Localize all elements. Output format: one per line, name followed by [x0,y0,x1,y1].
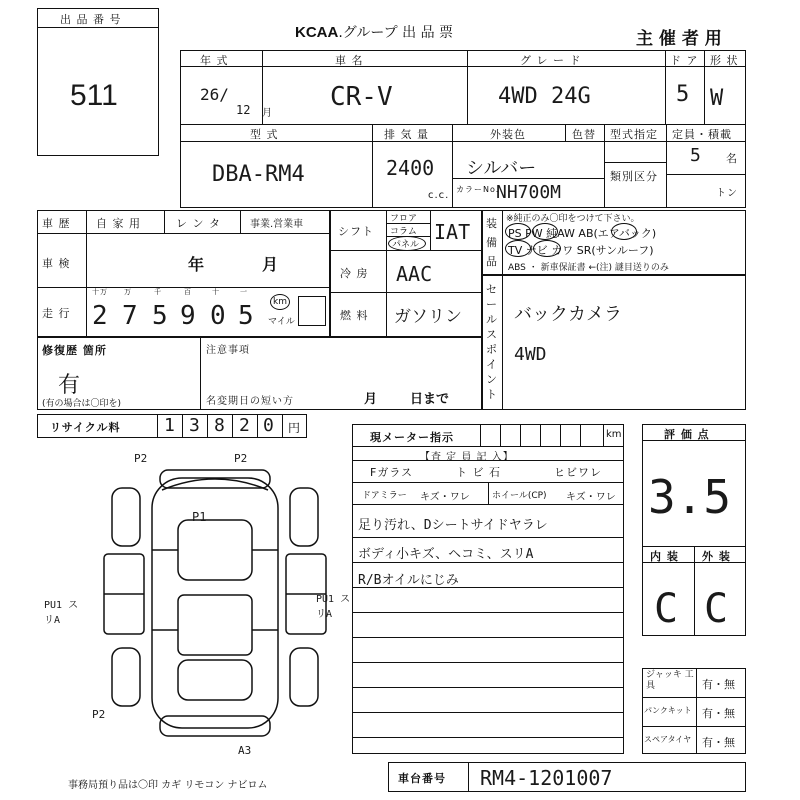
mirror-state: キズ・ワレ [420,492,470,503]
lot-number-value: 511 [70,79,118,112]
model-value: DBA-RM4 [212,162,305,187]
inspection-month: 月 [262,255,280,274]
grade-label: グ レ ー ド [520,54,582,67]
puncture-label: パンクキット [644,706,692,715]
history-private: 自 家 用 [96,217,141,230]
interior-value: C [654,586,679,632]
mileage-unit: 千 [154,288,162,296]
km-label: km [273,297,287,307]
equipment-note: ※純正のみ〇印をつけて下さい。 [506,214,640,224]
inspector-comment2: ボディ小キズ、ヘコミ、スリA [358,547,534,562]
lot-number-box [37,8,159,156]
mile-label: マイル [268,317,295,327]
title-brand: KCAA [295,24,339,41]
recycle-yen: 円 [288,421,302,435]
score-value: 3.5 [648,470,732,524]
score-label: 評 価 点 [664,428,710,441]
crack-label: ヒビワレ [554,466,602,479]
model-label: 型 式 [250,128,279,141]
form-title [295,22,453,42]
aircon-value: AAC [396,262,433,286]
lot-number-label: 出 品 番 号 [60,13,122,26]
recycle-digit: 0 [263,415,274,436]
shift-column: コラム [390,227,417,237]
equipment-line3: ABS ・ 新車保証書 ←(注) 謎目送りのみ [508,263,669,273]
repair-value: 有 [58,373,82,398]
tv-circle [505,240,531,257]
chassis-label: 車台番号 [398,772,446,785]
recycle-label: リサイクル料 [50,421,121,434]
sponsor-use-label: 主 催 者 用 [636,29,722,49]
mileage-extra-box [298,296,326,326]
repair-label: 修復歴 箇所 [42,344,107,357]
wheel-state: キズ・ワレ [566,492,616,503]
interior-label: 内 装 [650,550,679,563]
diagram-mark: P2 [92,708,106,721]
capacity-label: 定員・積載 [672,128,732,141]
capacity-unit: 名 [726,152,738,165]
equipment-label [486,214,500,271]
title-suffix: .グループ 出 品 票 [338,25,454,41]
diagram-mark: A3 [238,744,252,757]
year-label: 年 式 [200,54,229,67]
diagram-mark: PU1 スリA [316,594,351,620]
meter-km: km [606,429,622,440]
spare-value: 有・無 [702,736,735,749]
mileage-digit: 7 [122,301,138,331]
sales-point-line2: 4WD [514,344,547,365]
mileage-digits [86,287,266,337]
door-mirror-label: ドアミラー [362,491,407,501]
capacity-value: 5 [690,145,701,166]
mileage-unit: 十万 [92,288,108,296]
equipment-line1: PS PW 純AW AB(エアバック) [508,227,657,240]
body-label: 形 状 [710,54,739,67]
car-name-value: CR-V [330,82,393,112]
chassis-value: RM4-1201007 [480,766,613,790]
class-label: 類別区分 [610,170,658,183]
color-change-label: 色替 [572,128,596,141]
equipment-label-text: 装 備 品 [486,217,498,268]
mileage-unit: 万 [124,288,132,296]
color-no-value: NH700M [496,182,562,203]
shift-label: シフト [338,225,374,238]
jack-label [646,670,694,692]
exterior-value: シルバー [466,158,537,179]
pw-circle [532,223,558,240]
sales-point-line1: バックカメラ [514,304,622,325]
exterior-label: 外装色 [490,128,526,141]
inspection-label: 車 検 [42,257,71,270]
displacement-value: 2400 [386,156,435,180]
office-note: 事務局預り品は〇印 カギ リモコン ナビロム [68,780,268,791]
shift-floor: フロア [390,214,418,224]
exterior-score-label: 外 装 [702,550,731,563]
inspector-comment3: R/Bオイルにじみ [358,573,459,588]
panel-circle [388,236,426,251]
car-name-label: 車 名 [335,54,364,67]
aircon-label: 冷 房 [340,267,369,280]
mileage-digit: 5 [238,301,254,331]
fuel-value: ガソリン [394,307,462,327]
history-commercial: 事業.営業車 [250,219,304,230]
doors-value: 5 [676,82,690,107]
recycle-digit: 3 [189,415,200,436]
notes-short-label: 名変期日の短い方 [206,396,294,407]
mileage-digit: 5 [152,301,168,331]
repair-note: (有の場合は〇印を) [42,399,122,409]
color-no-label: カラーNo. [456,185,500,194]
mileage-unit: 百 [184,288,192,296]
jack-label-text: ジャッキ 工 具 [646,670,694,691]
inspector-title: 【査 定 員 記 入】 [420,452,514,463]
ton-unit: トン [716,188,738,199]
sales-point-label [486,282,500,402]
mileage-unit: 十 [212,288,220,296]
puncture-value: 有・無 [702,707,735,720]
recycle-digit: 8 [214,415,225,436]
km-circle [270,294,290,310]
notes-month: 月 [364,392,379,407]
mileage-unit: 一 [240,288,248,296]
ps-circle [505,223,531,240]
meter-label: 現メーター指示 [370,431,454,444]
inspector-comment1: 足り汚れ、Dシートサイドヤラレ [358,518,548,533]
history-label: 車 歴 [42,217,71,230]
recycle-digit: 1 [164,415,175,436]
spare-label: スペアタイヤ [644,735,692,744]
diagram-mark: PU1 スリA [44,600,79,626]
wheel-label: ホイール(CP) [492,491,547,501]
notes-day: 日まで [410,392,450,407]
year-value: 26/ [200,85,229,104]
shift-panel: パネル [392,240,420,250]
sales-point-label-text: セールスポイント [486,283,498,401]
displacement-label: 排 気 量 [384,128,429,141]
doors-label: ド ア [670,54,699,67]
body-value: W [710,86,724,111]
exterior-value-score: C [704,586,729,632]
windshield-label: Fガラス [370,466,413,479]
shift-value: IAT [434,220,471,244]
sales-point-block [482,275,746,410]
history-rental: レ ン タ [176,217,221,230]
ab-circle [611,223,637,240]
inspection-year: 年 [188,255,206,274]
fuel-label: 燃 料 [340,309,369,322]
grade-value: 4WD 24G [498,84,591,109]
cc-label: c.c. [428,190,450,201]
diagram-mark: P2 [134,452,148,465]
mileage-label: 走 行 [42,307,71,320]
stone-chip-label: ト ビ 石 [456,466,501,479]
mileage-digit: 9 [180,301,196,331]
mileage-digit: 2 [92,301,108,331]
notes-label: 注意事項 [206,345,250,356]
jack-value: 有・無 [702,678,735,691]
month-value: 12 [236,103,251,117]
type-designation-label: 型式指定 [610,128,658,141]
mileage-digit: 0 [210,301,226,331]
equipment-line2: TV ナビ カワ SR(サンルーフ) [508,244,654,257]
navi-circle [533,240,561,257]
recycle-digit: 2 [239,415,250,436]
month-suffix: 月 [262,108,273,119]
diagram-mark: P2 [234,452,248,465]
diagram-mark: P1 [192,510,207,524]
car-diagram [90,450,340,760]
car-outline [104,470,326,736]
